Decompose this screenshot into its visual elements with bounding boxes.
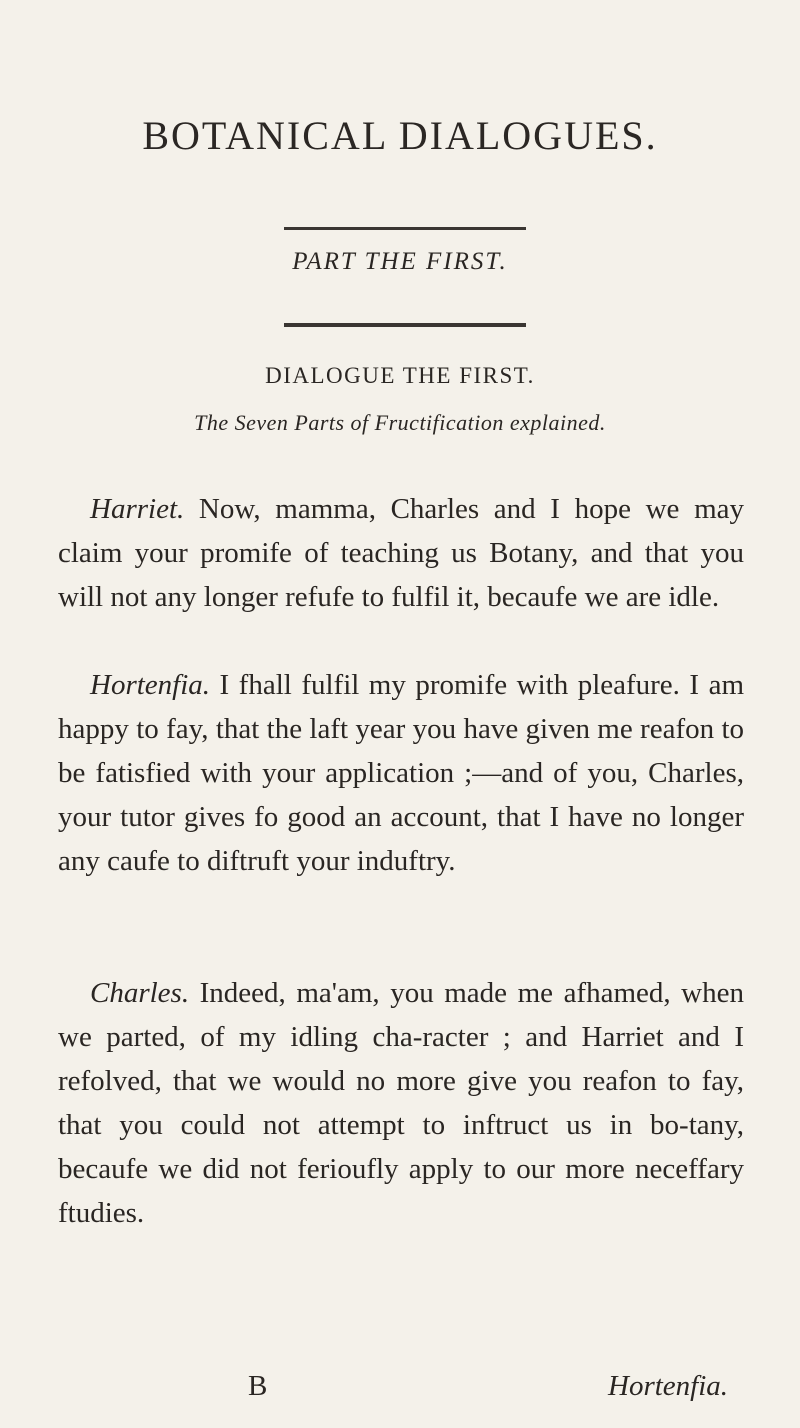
chapter-subtitle: The Seven Parts of Fructification explained.	[194, 410, 606, 435]
paragraph-text: Now, mamma, Charles and I hope we may claim your promife of teaching us Botany, and that you will not any longer refufe to fulfil it, becaufe we are idle.	[58, 493, 744, 613]
bottom-rule	[284, 323, 526, 327]
top-rule	[284, 227, 526, 230]
paragraph-harriet	[58, 487, 744, 619]
paragraph-hortensia	[58, 663, 744, 883]
dialogue-heading: DIALOGUE THE FIRST.	[265, 363, 535, 388]
signature-mark: B	[248, 1370, 268, 1402]
speaker-name: Charles.	[90, 977, 190, 1009]
paragraph-charles	[58, 971, 744, 1235]
paragraph-text: Indeed, ma'am, you made me afhamed, when we parted, of my idling cha-racter ; and Harriet and I refolved, that we would no more give you reafon to fay, that you could not attempt to inftruct us in bo-tany, becaufe we did not ferioufly apply to our more neceffary ftudies.	[58, 977, 745, 1229]
paragraph-text: I fhall fulfil my promife with pleafure. I am happy to fay, that the laft year you have given me reafon to be fatisfied with your application ;—and of you, Charles, your tutor gives fo good an account, that I have no longer any caufe to diftruft your induftry.	[58, 669, 744, 877]
speaker-name: Harriet.	[90, 493, 185, 525]
part-heading: PART THE FIRST.	[292, 248, 508, 275]
catchword: Hortenfia.	[608, 1370, 729, 1402]
speaker-name: Hortenfia.	[90, 669, 211, 701]
running-head: BOTANICAL DIALOGUES.	[142, 113, 658, 158]
